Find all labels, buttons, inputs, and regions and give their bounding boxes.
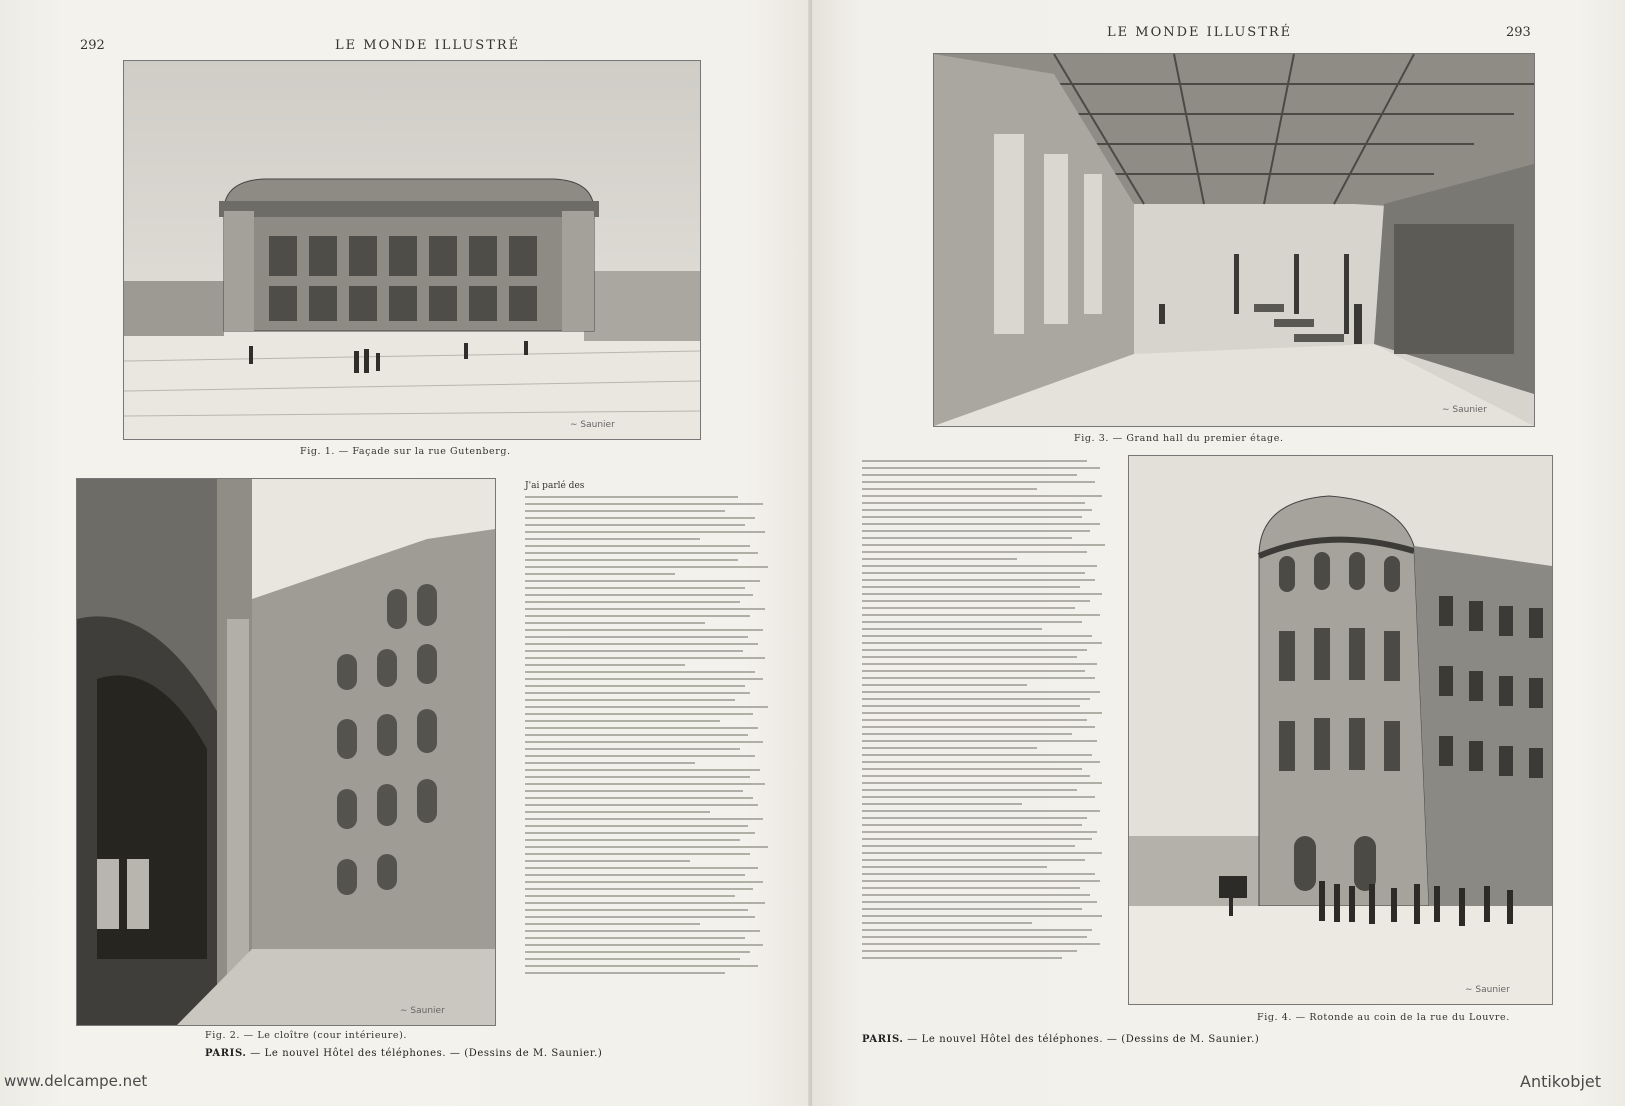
left-page-header: LE MONDE ILLUSTRÉ [335,38,521,53]
left-footer-title: — Le nouvel Hôtel des téléphones. — (Dessins de M. Saunier.) [250,1048,603,1059]
right-page [812,0,1625,1106]
right-page-number: 293 [1506,25,1531,40]
left-page-text-column [525,496,775,1078]
fig4-rotunda-illustration [1128,455,1553,1005]
antikobjet-watermark: Antikobjet [1520,1072,1602,1091]
right-footer-city: PARIS. [862,1034,904,1045]
fig1-facade-illustration [123,60,701,440]
right-page-header: LE MONDE ILLUSTRÉ [1107,25,1293,40]
right-page-footer [862,1034,1259,1045]
fig4-caption: Fig. 4. — Rotonde au coin de la rue du Louvre. [1257,1012,1510,1023]
left-column-text-start: J'ai parlé des [525,481,585,491]
fig3-grand-hall-illustration [933,53,1535,427]
fig2-signature: ∼ Saunier [400,1006,445,1016]
fig2-caption: Fig. 2. — Le cloître (cour intérieure). [205,1030,408,1041]
left-page-number: 292 [80,38,105,53]
fig3-signature: ∼ Saunier [1442,405,1487,415]
left-footer-city: PARIS. [205,1048,247,1059]
fig1-caption: Fig. 1. — Façade sur la rue Gutenberg. [300,446,511,457]
right-footer-title: — Le nouvel Hôtel des téléphones. — (Dessins de M. Saunier.) [907,1034,1260,1045]
fig1-signature: ∼ Saunier [570,420,615,430]
fig2-cloister-illustration [76,478,496,1026]
fig4-signature: ∼ Saunier [1465,985,1510,995]
left-page-footer [205,1048,602,1059]
delcampe-watermark: www.delcampe.net [4,1072,148,1090]
right-page-text-column [862,460,1112,1035]
fig3-caption: Fig. 3. — Grand hall du premier étage. [1074,433,1284,444]
left-page [0,0,812,1106]
